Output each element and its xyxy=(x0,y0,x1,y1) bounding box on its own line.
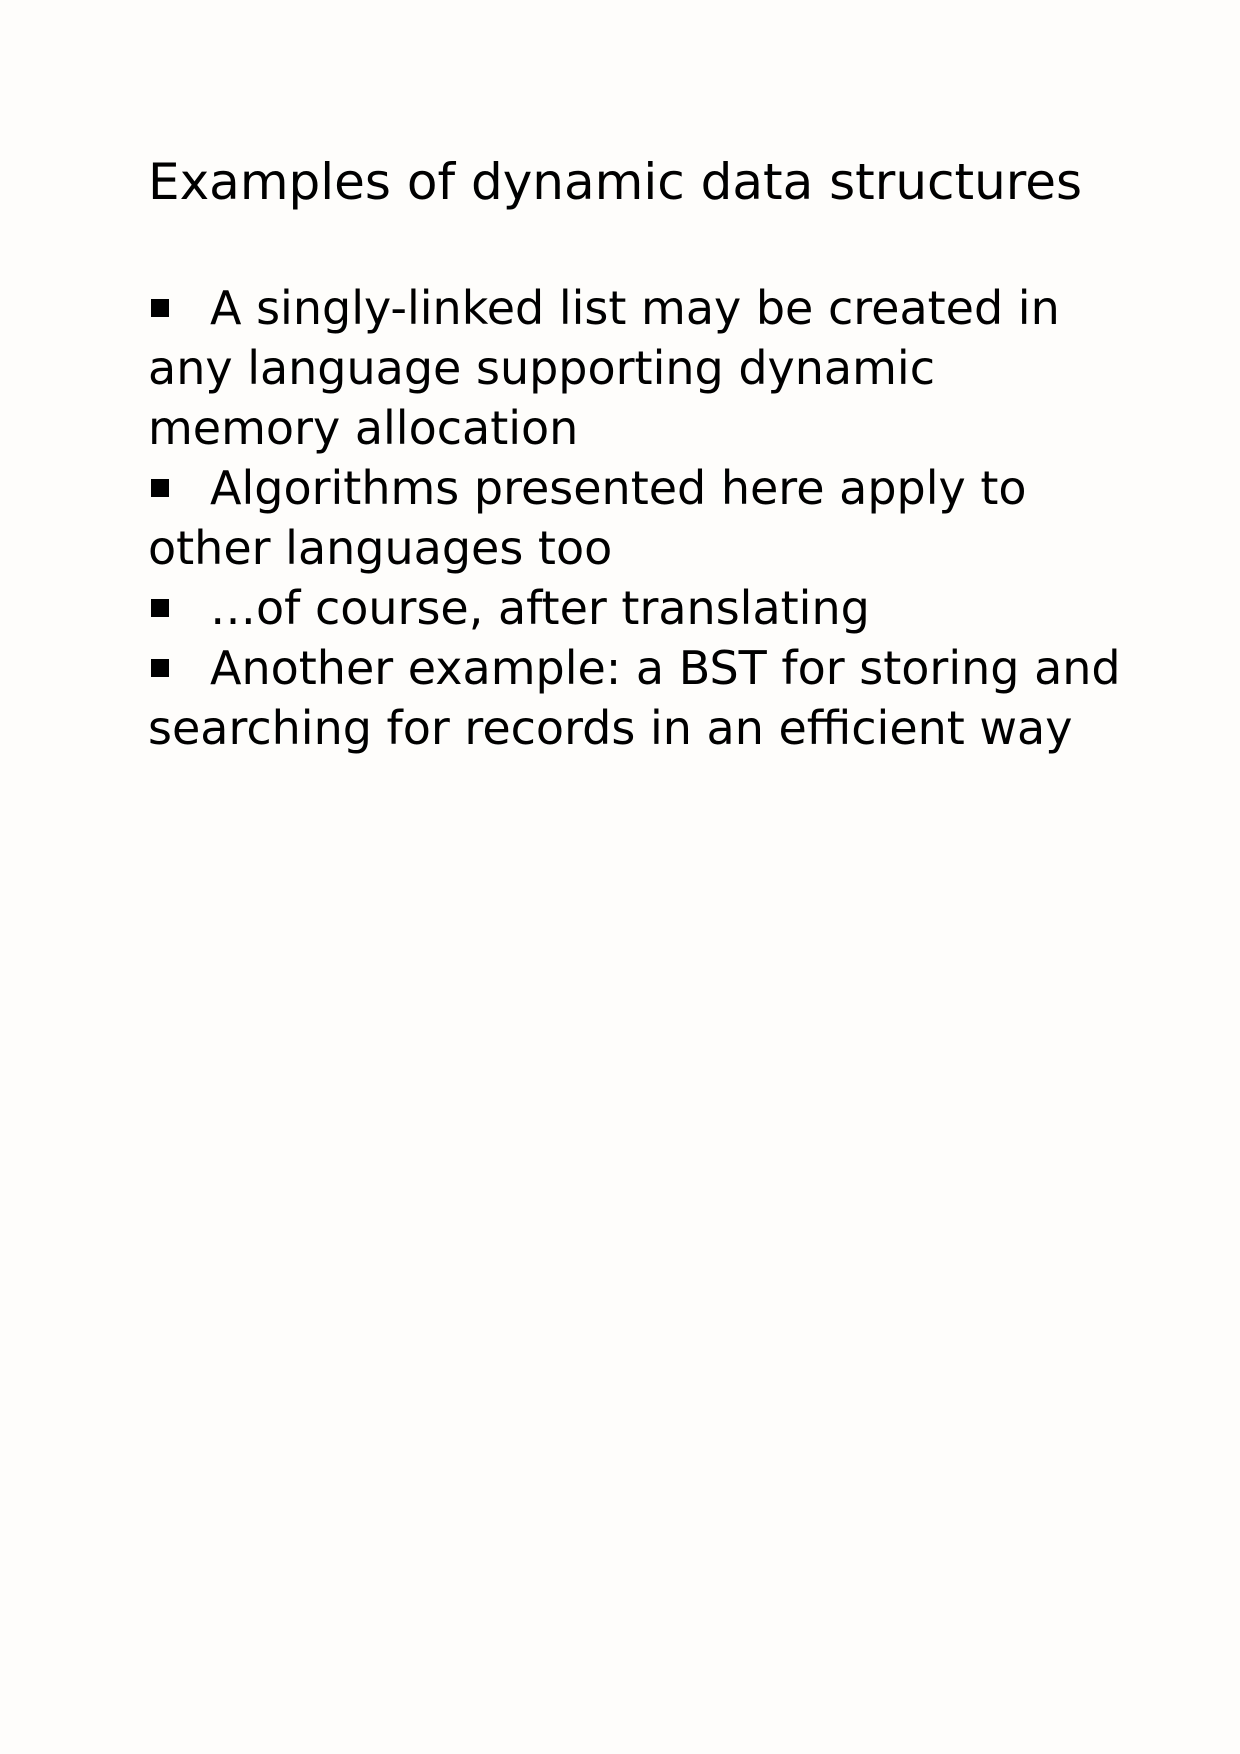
page-title: Examples of dynamic data structures xyxy=(148,153,1083,211)
square-bullet-icon xyxy=(151,299,169,317)
list-item xyxy=(148,638,1128,758)
bullet-list xyxy=(148,278,1128,758)
list-item xyxy=(148,458,1128,578)
square-bullet-icon xyxy=(151,599,169,617)
square-bullet-icon xyxy=(151,659,169,677)
list-item xyxy=(148,578,1128,638)
list-item xyxy=(148,278,1128,458)
bullet-text: Another example: a BST for storing and searching for records in an efficient way xyxy=(148,641,1121,755)
square-bullet-icon xyxy=(151,479,169,497)
bullet-text: …of course, after translating xyxy=(210,581,870,635)
bullet-text: A singly-linked list may be created in any language supporting dynamic memory allocation xyxy=(148,281,1060,455)
bullet-text: Algorithms presented here apply to other languages too xyxy=(148,461,1027,575)
